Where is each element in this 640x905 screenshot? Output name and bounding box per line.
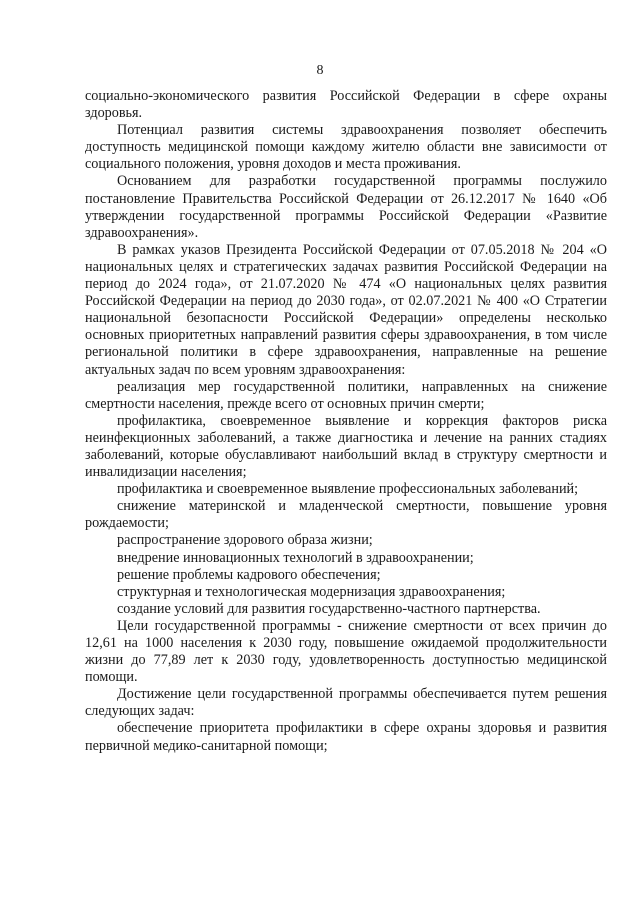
- paragraph-9: распространение здорового образа жизни;: [117, 532, 373, 549]
- paragraph-16: обеспечение приоритета профилактики в сфере охраны здоровья и развития первичной медико-санитарной помощи;: [85, 720, 607, 754]
- paragraph-2: Потенциал развития системы здравоохранения позволяет обеспечить доступность медицинской помощи каждому жителю области вне зависимости от социального положения, уровня доходов и места проживания.: [85, 122, 607, 173]
- paragraph-4: В рамках указов Президента Российской Федерации от 07.05.2018 № 204 «О национальных целях и стратегических задачах развития Российской Федерации на период до 2024 года», от 21.07.2020 № 474 «О национальных целях развития Российской Федерации на период до 2030 года», от 02.07.2021 № 400 «О Стратегии национальной безопасности Российской Федерации» определены несколько основных приоритетных направлений развития сферы здравоохранения, в том числе региональной политики в сфере здравоохранения, направленные на решение актуальных задач по всем уровням здравоохранения:: [85, 241, 607, 378]
- document-body: [85, 88, 607, 755]
- paragraph-7: профилактика и своевременное выявление профессиональных заболеваний;: [117, 481, 579, 498]
- paragraph-11: решение проблемы кадрового обеспечения;: [117, 566, 381, 583]
- page-number: 8: [316, 63, 324, 78]
- paragraph-13: создание условий для развития государственно-частного партнерства.: [117, 600, 541, 617]
- paragraph-5: реализация мер государственной политики, направленных на снижение смертности населения, прежде всего от основных причин смерти;: [85, 378, 607, 412]
- paragraph-6: профилактика, своевременное выявление и коррекция факторов риска неинфекционных заболеваний, а также диагностика и лечение на ранних стадиях заболеваний, которые обуславливают наибольший вклад в структуру смертности и инвалидизации населения;: [85, 412, 607, 481]
- paragraph-3: Основанием для разработки государственной программы послужило постановление Правительства Российской Федерации от 26.12.2017 № 1640 «Об утверждении государственной программы Российской Федерации «Развитие здравоохранения».: [85, 173, 607, 241]
- paragraph-10: внедрение инновационных технологий в здравоохранении;: [117, 549, 474, 566]
- paragraph-15: Достижение цели государственной программы обеспечивается путем решения следующих задач:: [85, 686, 607, 720]
- paragraph-1: социально-экономического развития Российской Федерации в сфере охраны здоровья.: [85, 88, 607, 122]
- paragraph-12: структурная и технологическая модернизация здравоохранения;: [117, 583, 506, 600]
- paragraph-14: Цели государственной программы - снижение смертности от всех причин до 12,61 на 1000 населения к 2030 году, повышение ожидаемой продолжительности жизни до 77,89 лет к 2030 году, удовлетворенность доступностью медицинской помощи.: [85, 617, 607, 686]
- paragraph-8: снижение материнской и младенческой смертности, повышение уровня рождаемости;: [85, 498, 607, 532]
